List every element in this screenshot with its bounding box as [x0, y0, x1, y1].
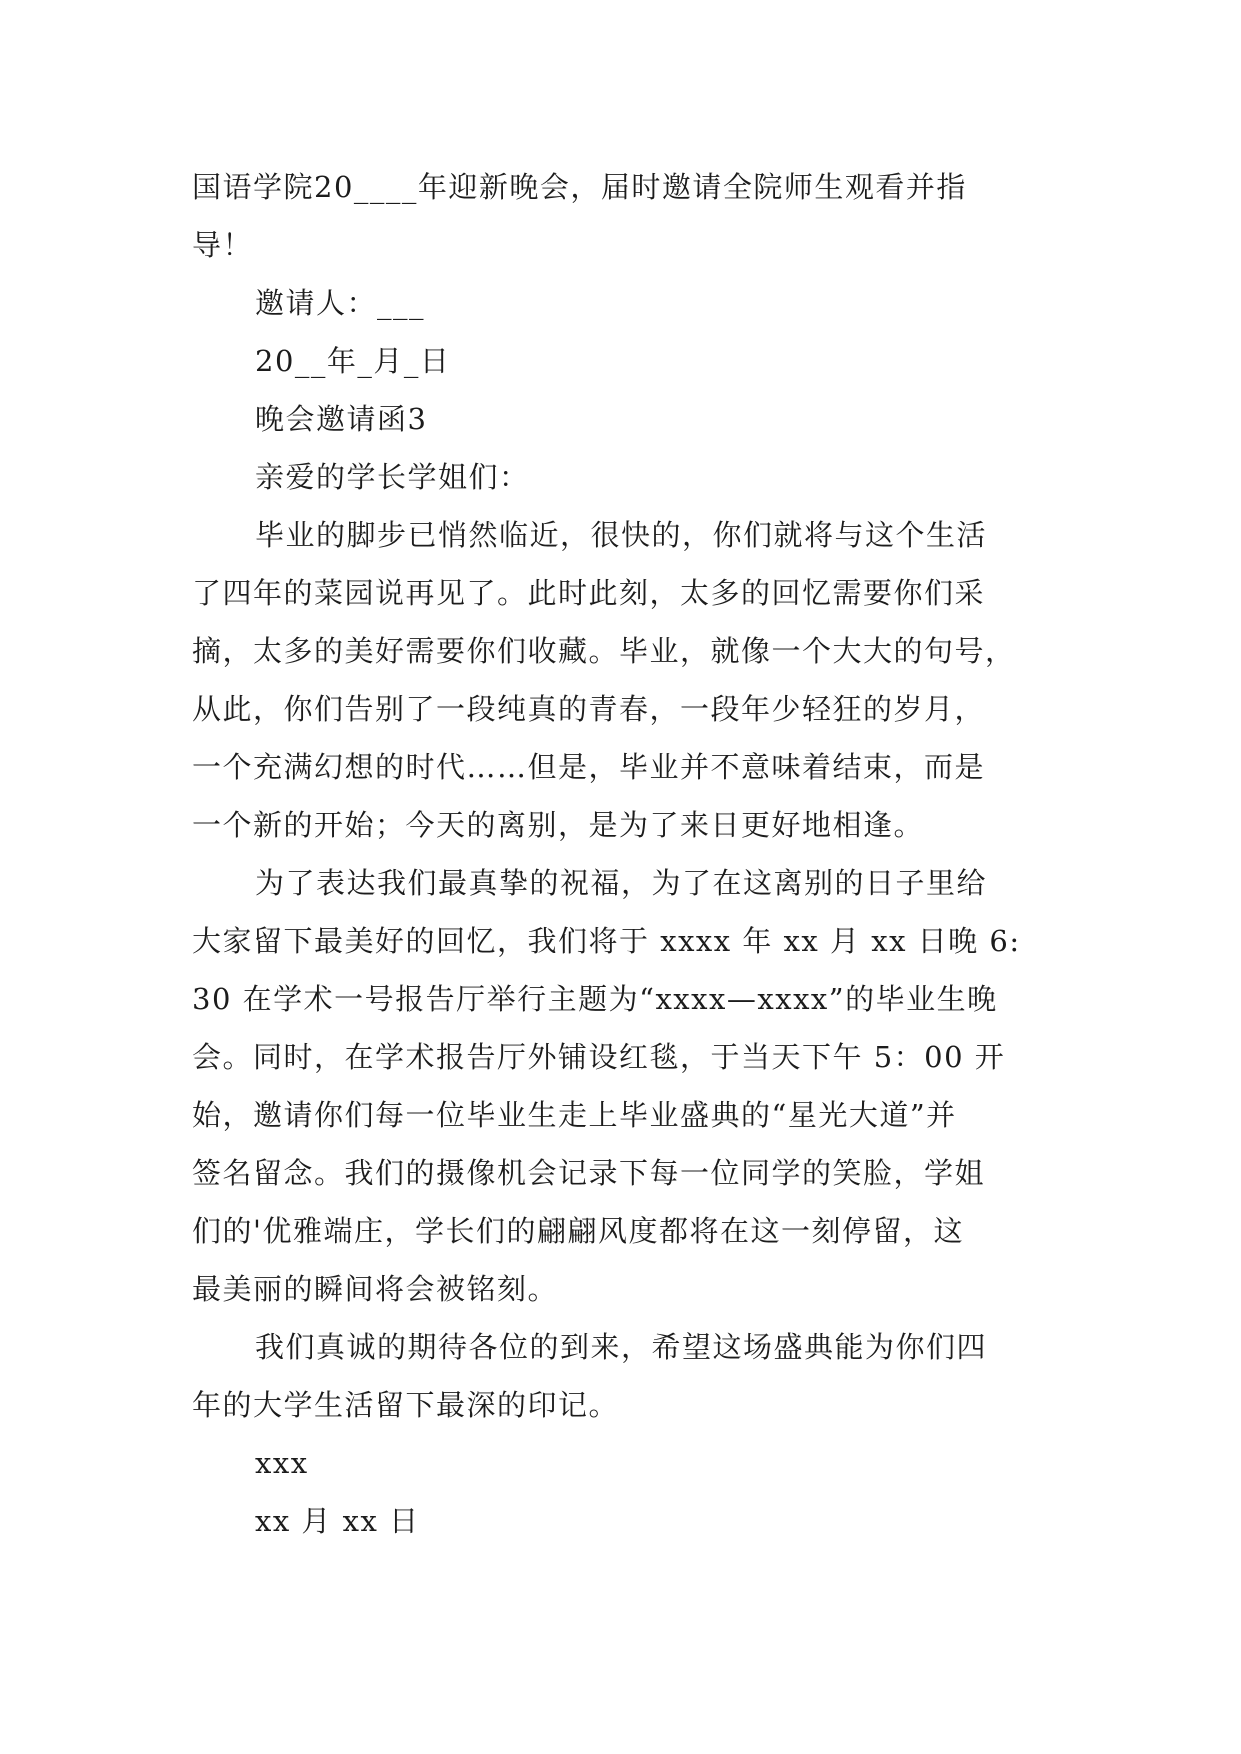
text-line: 一个充满幻想的时代……但是，毕业并不意味着结束，而是	[192, 750, 986, 784]
salutation: 亲爱的学长学姐们：	[255, 460, 530, 494]
section-title: 晚会邀请函3	[255, 402, 428, 436]
text-line: 最美丽的瞬间将会被铭刻。	[192, 1272, 559, 1306]
document-body	[192, 158, 1062, 1550]
text-line: 我们真诚的期待各位的到来，希望这场盛典能为你们四	[255, 1330, 988, 1364]
text-line: 会。同时，在学术报告厅外铺设红毯，于当天下午 5：00 开	[192, 1040, 1006, 1074]
text-line: 一个新的开始；今天的离别，是为了来日更好地相逢。	[192, 808, 925, 842]
text-line: 导！	[192, 228, 254, 262]
text-line: 毕业的脚步已悄然临近，很快的，你们就将与这个生活	[255, 518, 988, 552]
text-line: 们的'优雅端庄，学长们的翩翩风度都将在这一刻停留，这	[192, 1214, 964, 1248]
signature-line: xxx	[255, 1446, 309, 1480]
text-line: 从此，你们告别了一段纯真的青春，一段年少轻狂的岁月，	[192, 692, 986, 726]
text-line: 年的大学生活留下最深的印记。	[192, 1388, 620, 1422]
text-line: 了四年的菜园说再见了。此时此刻，太多的回忆需要你们采	[192, 576, 986, 610]
text-line: 大家留下最美好的回忆，我们将于 xxxx 年 xx 月 xx 日晚 6:	[192, 924, 1021, 958]
closing-date-line: xx 月 xx 日	[255, 1504, 420, 1538]
text-line: 30 在学术一号报告厅举行主题为“xxxx—xxxx”的毕业生晚	[192, 982, 998, 1016]
date-line: 20__年_月_日	[255, 344, 451, 378]
text-line: 始，邀请你们每一位毕业生走上毕业盛典的“星光大道”并	[192, 1098, 957, 1132]
text-line: 摘，太多的美好需要你们收藏。毕业，就像一个大大的句号，	[192, 634, 1016, 668]
inviter-line: 邀请人：___	[255, 286, 426, 320]
text-line: 签名留念。我们的摄像机会记录下每一位同学的笑脸，学姐	[192, 1156, 986, 1190]
text-line: 国语学院20____年迎新晚会，届时邀请全院师生观看并指	[192, 170, 967, 204]
text-line: 为了表达我们最真挚的祝福，为了在这离别的日子里给	[255, 866, 988, 900]
